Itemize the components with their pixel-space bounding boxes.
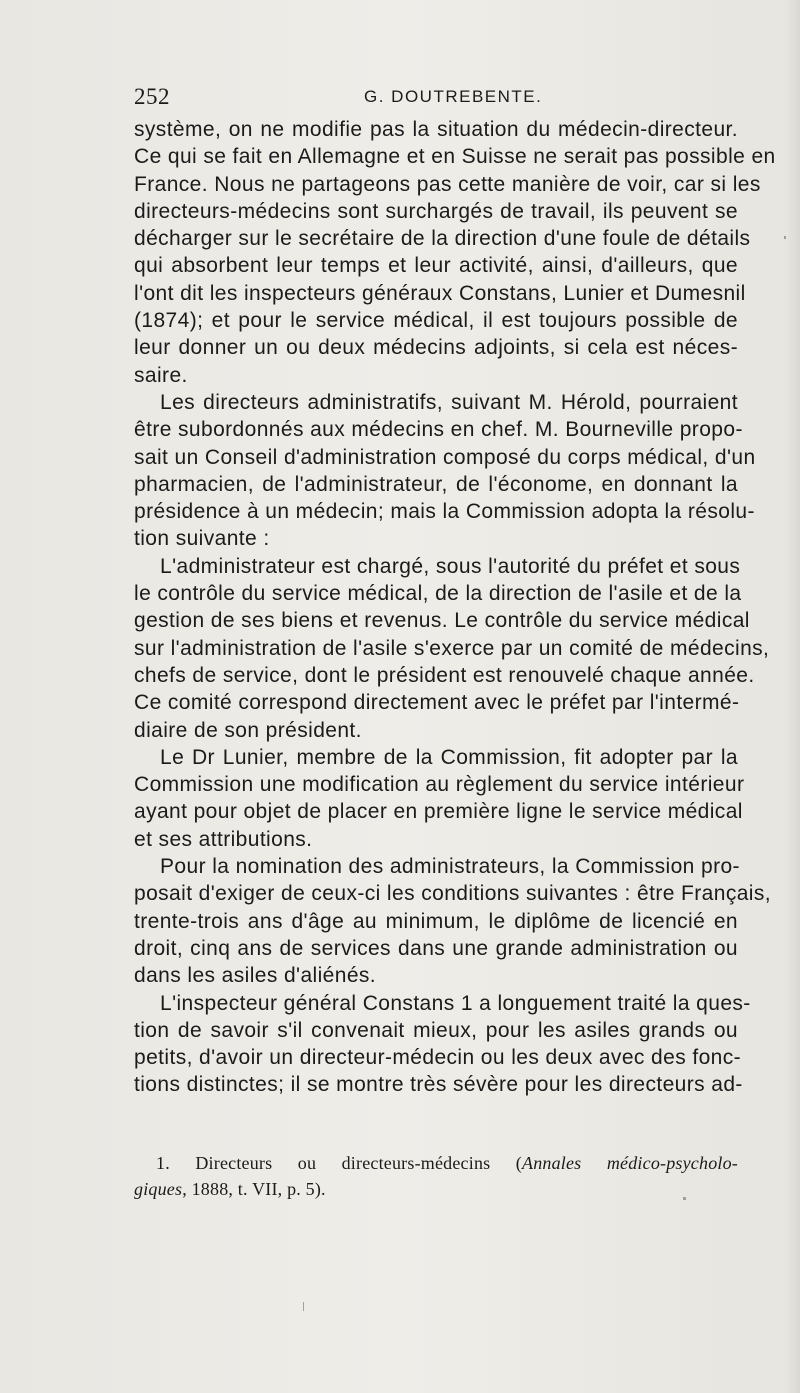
page-header [134, 84, 738, 114]
text-line: sait un Conseil d'administration composé du corps médical, d'un [134, 445, 756, 469]
text-line: posait d'exiger de ceux-ci les conditions suivantes : être Français, [134, 882, 772, 906]
text-line: droit, cinq ans de services dans une grande administration ou [134, 936, 738, 960]
text-line: être subordonnés aux médecins en chef. M. Bourneville propo- [134, 418, 743, 442]
footnote-line [134, 1150, 738, 1176]
text-line: l'ont dit les inspecteurs généraux Constans, Lunier et Dumesnil [134, 281, 746, 305]
text-line: présidence à un médecin; mais la Commission adopta la résolu- [134, 500, 755, 524]
text-line: Ce comité correspond directement avec le préfet par l'intermé- [134, 691, 740, 715]
text-line: Le Dr Lunier, membre de la Commission, fit adopter par la [160, 745, 738, 769]
page-edge-shadow [786, 0, 800, 1393]
body-text [134, 116, 776, 1099]
footnote-title: giques [134, 1179, 183, 1199]
text-line: Ce qui se fait en Allemagne et en Suisse ne serait pas possible en [134, 145, 776, 169]
text-line: et ses attributions. [134, 827, 313, 851]
footnote [134, 1150, 738, 1202]
footnote-text: 1. Directeurs ou directeurs-médecins ( [156, 1153, 522, 1173]
text-line: tion suivante : [134, 527, 270, 551]
text-line: ayant pour objet de placer en première ligne le service médical [134, 800, 743, 824]
text-line: leur donner un ou deux médecins adjoints, si cela est néces- [134, 336, 738, 360]
scan-speck [303, 1302, 304, 1311]
text-line: chefs de service, dont le président est renouvelé chaque année. [134, 663, 755, 687]
text-line: dans les asiles d'aliénés. [134, 964, 377, 988]
text-line: saire. [134, 363, 188, 387]
page-number: 252 [134, 84, 170, 109]
text-line: L'inspecteur général Constans 1 a longuement traité la ques- [160, 991, 751, 1015]
text-line: Pour la nomination des administrateurs, la Commission pro- [160, 855, 740, 879]
text-line: (1874); et pour le service médical, il est toujours possible de [134, 309, 738, 333]
text-line: petits, d'avoir un directeur-médecin ou les deux avec des fonc- [134, 1046, 742, 1070]
text-line: directeurs-médecins sont surchargés de travail, ils peuvent se [134, 199, 738, 223]
running-head: G. DOUTREBENTE. [364, 87, 543, 106]
footnote-title: Annales médico-psycholo- [522, 1153, 738, 1173]
text-line: trente-trois ans d'âge au minimum, le diplôme de licencié en [134, 909, 738, 933]
text-line: le contrôle du service médical, de la direction de l'asile et de la [134, 582, 742, 606]
text-line: tion de savoir s'il convenait mieux, pour les asiles grands ou [134, 1018, 738, 1042]
scan-speck [784, 236, 786, 239]
text-line: gestion de ses biens et revenus. Le contrôle du service médical [134, 609, 750, 633]
text-line: L'administrateur est chargé, sous l'autorité du préfet et sous [160, 554, 741, 578]
text-line: Les directeurs administratifs, suivant M. Hérold, pourraient [160, 390, 738, 414]
text-line: pharmacien, de l'administrateur, de l'économe, en donnant la [134, 472, 738, 496]
text-line: sur l'administration de l'asile s'exerce par un comité de médecins, [134, 636, 770, 660]
text-line: décharger sur le secrétaire de la direction d'une foule de détails [134, 227, 751, 251]
scan-speck [683, 1197, 686, 1200]
text-line: tions distinctes; il se montre très sévère pour les directeurs ad- [134, 1073, 743, 1097]
text-line: diaire de son président. [134, 718, 362, 742]
footnote-line [134, 1176, 738, 1202]
text-line: système, on ne modifie pas la situation du médecin-directeur. [134, 118, 738, 141]
footnote-text: , 1888, t. VII, p. 5). [182, 1179, 326, 1199]
text-line: qui absorbent leur temps et leur activité, ainsi, d'ailleurs, que [134, 254, 738, 278]
text-line: France. Nous ne partageons pas cette manière de voir, car si les [134, 172, 761, 196]
text-line: Commission une modification au règlement du service intérieur [134, 773, 745, 797]
